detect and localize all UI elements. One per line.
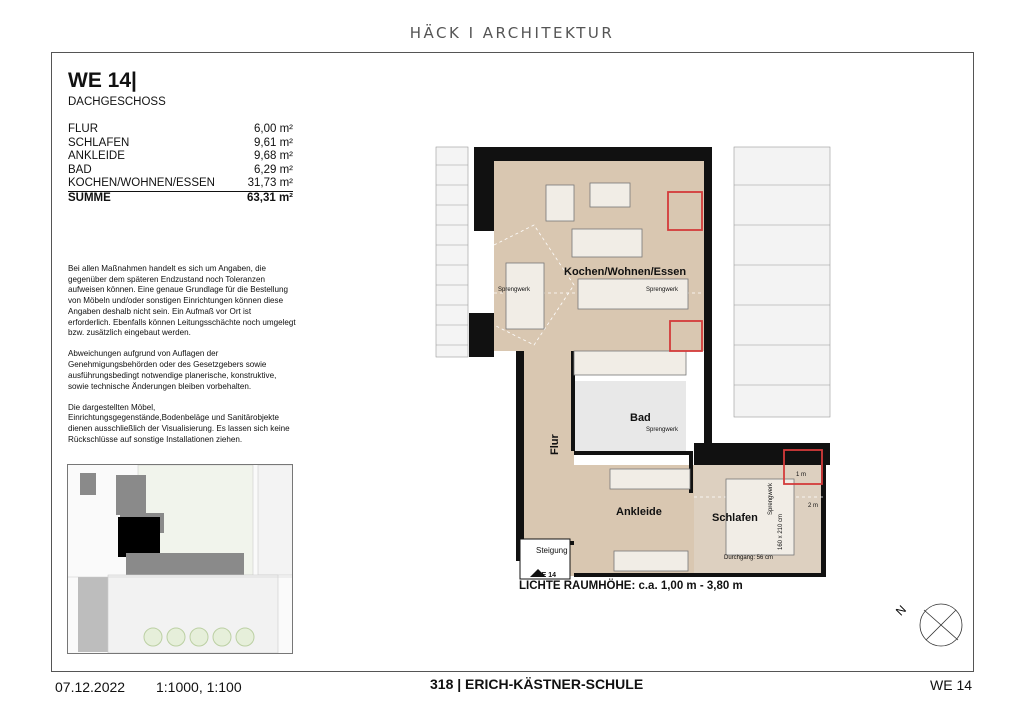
- springwerk-label: Sprengwerk: [768, 482, 774, 515]
- area-value: 6,00 m²: [254, 123, 293, 135]
- site-plan: [67, 464, 293, 654]
- disclaimer: [68, 264, 296, 456]
- dim-label-1m: 1 m: [796, 472, 807, 478]
- disclaimer-paragraph: Abweichungen aufgrund von Auflagen der Genehmigungsbehörden oder des Gesetzgebers sowie ausführungsbedingt notwendige planerische, konstruktive, sowie technische Änderungen bleiben vorbehalten.: [68, 349, 277, 391]
- area-value: 31,73 m²: [247, 177, 293, 190]
- area-row-flur: [68, 123, 293, 137]
- bed-size-label: 160 x 210 cm: [778, 513, 784, 550]
- footer-scale: 1:1000, 1:100: [156, 679, 242, 695]
- dim-label-2m: 2 m: [808, 503, 819, 509]
- area-name: FLUR: [68, 123, 99, 135]
- room-label-dressing: Ankleide: [616, 506, 662, 518]
- floor-plan-drawing: [434, 145, 834, 585]
- area-row-ankleide: [68, 150, 293, 164]
- area-name: BAD: [68, 163, 92, 176]
- unit-title: WE 14|: [68, 69, 137, 92]
- roof-right: [734, 147, 830, 417]
- footer-project: 318 | ERICH-KÄSTNER-SCHULE: [430, 676, 644, 692]
- springwerk-label: Sprengwerk: [646, 427, 679, 433]
- compass: [886, 598, 968, 648]
- area-table: [68, 123, 293, 206]
- footer-unit: WE 14: [930, 677, 973, 693]
- unit-marker: WE 14: [535, 572, 557, 579]
- area-row-summe: [68, 192, 293, 206]
- stairs-label: Steigung: [536, 546, 568, 555]
- footer-date: 07.12.2022: [55, 679, 126, 695]
- area-row-schlafen: [68, 137, 293, 151]
- compass-north-label: N: [892, 602, 909, 619]
- area-name: ANKLEIDE: [68, 150, 125, 163]
- area-row-kochen: [68, 177, 293, 192]
- floor-plan: [434, 145, 834, 585]
- compass-icon: [886, 598, 968, 648]
- springwerk-label: Sprengwerk: [646, 287, 679, 293]
- room-height-note: LICHTE RAUMHÖHE: c.a. 1,00 m - 3,80 m: [519, 580, 743, 592]
- total-value: 63,31 m²: [246, 191, 293, 204]
- brand-header: HÄCK I ARCHITEKTUR: [409, 24, 615, 42]
- passage-label: Durchgang: 56 cm: [724, 555, 774, 561]
- floor-name: DACHGESCHOSS: [68, 96, 166, 108]
- area-name: KOCHEN/WOHNEN/ESSEN: [68, 177, 215, 190]
- area-name: SCHLAFEN: [68, 136, 130, 149]
- room-label-bath: Bad: [630, 412, 651, 424]
- room-label-bedroom: Schlafen: [712, 512, 758, 524]
- area-value: 9,68 m²: [254, 150, 293, 163]
- disclaimer-paragraph: Bei allen Maßnahmen handelt es sich um Angaben, die gegenüber dem späteren Endzustand noch Toleranzen aufweisen können. Eine genaue Grundlage für die Bestellung von Möbeln und/oder sonstigen Einrichtungen können diese Angaben deshalb nicht sein. Ein Aufmaß vor Ort ist erforderlich. Ebenfalls können Leitungsschächte noch umgelegt bzw. zusätzlich eingebaut werden.: [68, 264, 296, 338]
- area-value: 9,61 m²: [254, 136, 293, 149]
- site-plan-drawing: [68, 465, 293, 654]
- disclaimer-paragraph: Die dargestellten Möbel, Einrichtungsgegenstände,Bodenbeläge und Sanitärobjekte dienen ausschließlich der Visualisierung. Es lassen sich keine Rückschlüsse auf sonstige Installationen ziehen.: [68, 402, 290, 444]
- room-label-hall: Flur: [549, 434, 561, 455]
- total-name: SUMME: [68, 191, 111, 204]
- springwerk-label: Sprengwerk: [498, 287, 531, 293]
- area-row-bad: [68, 164, 293, 178]
- roof-left: [436, 147, 468, 357]
- room-label-living: Kochen/Wohnen/Essen: [564, 266, 687, 278]
- area-value: 6,29 m²: [254, 163, 293, 176]
